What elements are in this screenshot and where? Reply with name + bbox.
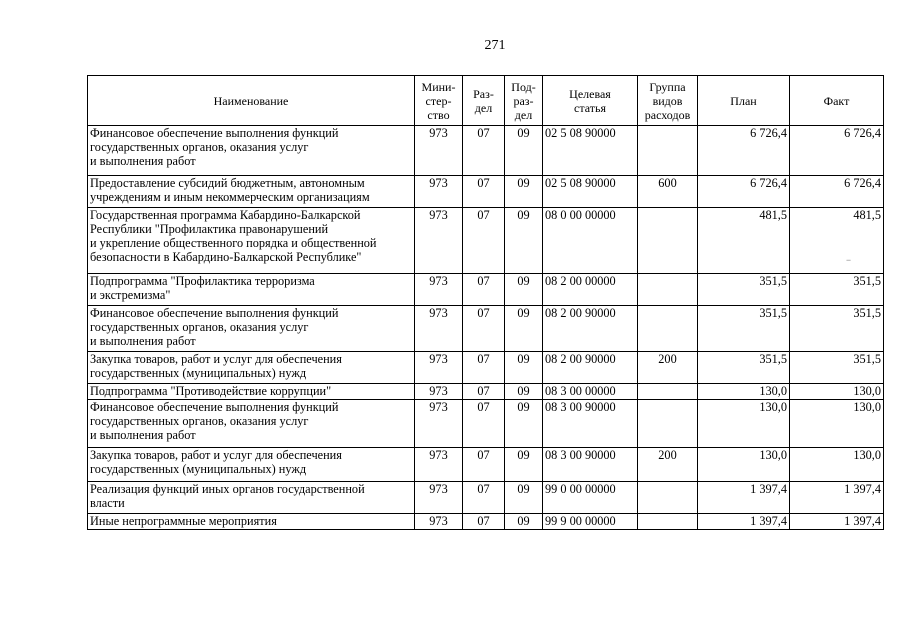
row-subsection: 09: [505, 448, 543, 482]
row-section: 07: [463, 352, 505, 384]
row-subsection: 09: [505, 482, 543, 514]
stray-mark: −: [846, 255, 852, 265]
row-group: [638, 274, 698, 306]
row-fact: 351,5: [790, 352, 884, 384]
row-subsection: 09: [505, 176, 543, 208]
row-section: 07: [463, 384, 505, 400]
row-ministry: 973: [415, 274, 463, 306]
row-subsection: 09: [505, 400, 543, 448]
header-target: Целевая статья: [543, 76, 638, 126]
row-ministry: 973: [415, 208, 463, 274]
row-plan: 351,5: [698, 274, 790, 306]
table-row: [88, 400, 884, 448]
row-group: 600: [638, 176, 698, 208]
row-target: 08 0 00 00000: [543, 208, 638, 274]
table-row: [88, 176, 884, 208]
row-subsection: 09: [505, 306, 543, 352]
table-row: [88, 384, 884, 400]
row-ministry: 973: [415, 514, 463, 530]
row-subsection: 09: [505, 384, 543, 400]
row-ministry: 973: [415, 448, 463, 482]
row-name: Закупка товаров, работ и услуг для обеспечения государственных (муниципальных) нужд: [88, 448, 415, 482]
row-ministry: 973: [415, 352, 463, 384]
row-subsection: 09: [505, 208, 543, 274]
row-name: Финансовое обеспечение выполнения функций государственных органов, оказания услуг и выполнения работ: [88, 400, 415, 448]
row-plan: 351,5: [698, 306, 790, 352]
row-group: [638, 384, 698, 400]
row-name: Государственная программа Кабардино-Балкарской Республики "Профилактика правонарушений и укрепление общественного порядка и общественной безопасности в Кабардино-Балкарской Республике": [88, 208, 415, 274]
row-section: 07: [463, 482, 505, 514]
row-fact: 351,5: [790, 306, 884, 352]
row-name: Подпрограмма "Профилактика терроризма и экстремизма": [88, 274, 415, 306]
table-row: [88, 274, 884, 306]
row-name: Финансовое обеспечение выполнения функций государственных органов, оказания услуг и выполнения работ: [88, 126, 415, 176]
row-plan: 130,0: [698, 384, 790, 400]
row-ministry: 973: [415, 482, 463, 514]
row-section: 07: [463, 514, 505, 530]
row-target: 08 3 00 90000: [543, 448, 638, 482]
budget-table: [87, 75, 884, 530]
row-fact: 351,5: [790, 274, 884, 306]
row-target: 08 2 00 90000: [543, 352, 638, 384]
row-fact: 130,0: [790, 448, 884, 482]
row-subsection: 09: [505, 514, 543, 530]
row-group: [638, 306, 698, 352]
table-row: [88, 306, 884, 352]
row-target: 99 0 00 00000: [543, 482, 638, 514]
header-plan: План: [698, 76, 790, 126]
row-plan: 1 397,4: [698, 482, 790, 514]
row-target: 08 2 00 00000: [543, 274, 638, 306]
row-target: 08 2 00 90000: [543, 306, 638, 352]
row-fact: 130,0: [790, 384, 884, 400]
row-plan: 6 726,4: [698, 126, 790, 176]
row-target: 08 3 00 90000: [543, 400, 638, 448]
row-fact: 1 397,4: [790, 482, 884, 514]
row-name: Реализация функций иных органов государственной власти: [88, 482, 415, 514]
row-fact: 1 397,4: [790, 514, 884, 530]
row-plan: 481,5: [698, 208, 790, 274]
row-name: Иные непрограммные мероприятия: [88, 514, 415, 530]
table-row: [88, 352, 884, 384]
header-subsection: Под- раз- дел: [505, 76, 543, 126]
row-fact: 6 726,4: [790, 176, 884, 208]
row-group: 200: [638, 352, 698, 384]
row-subsection: 09: [505, 274, 543, 306]
row-section: 07: [463, 208, 505, 274]
table-row: [88, 448, 884, 482]
row-section: 07: [463, 176, 505, 208]
row-target: 02 5 08 90000: [543, 126, 638, 176]
row-group: [638, 208, 698, 274]
row-group: [638, 514, 698, 530]
row-name: Закупка товаров, работ и услуг для обеспечения государственных (муниципальных) нужд: [88, 352, 415, 384]
row-group: [638, 126, 698, 176]
row-target: 99 9 00 00000: [543, 514, 638, 530]
header-section: Раз- дел: [463, 76, 505, 126]
table-row: [88, 482, 884, 514]
row-section: 07: [463, 448, 505, 482]
row-group: 200: [638, 448, 698, 482]
header-group: Группа видов расходов: [638, 76, 698, 126]
row-ministry: 973: [415, 306, 463, 352]
row-group: [638, 482, 698, 514]
page-number: 271: [484, 38, 506, 53]
row-section: 07: [463, 400, 505, 448]
row-target: 02 5 08 90000: [543, 176, 638, 208]
row-section: 07: [463, 274, 505, 306]
row-fact: 6 726,4: [790, 126, 884, 176]
row-ministry: 973: [415, 176, 463, 208]
row-plan: 130,0: [698, 400, 790, 448]
row-plan: 130,0: [698, 448, 790, 482]
row-name: Предоставление субсидий бюджетным, автономным учреждениям и иным некоммерческим организациям: [88, 176, 415, 208]
table-row: [88, 126, 884, 176]
row-subsection: 09: [505, 126, 543, 176]
row-section: 07: [463, 306, 505, 352]
row-name: Финансовое обеспечение выполнения функций государственных органов, оказания услуг и выполнения работ: [88, 306, 415, 352]
row-plan: 6 726,4: [698, 176, 790, 208]
row-group: [638, 400, 698, 448]
row-section: 07: [463, 126, 505, 176]
row-fact: 130,0: [790, 400, 884, 448]
row-name: Подпрограмма "Противодействие коррупции": [88, 384, 415, 400]
row-fact: 481,5: [790, 208, 884, 274]
row-target: 08 3 00 00000: [543, 384, 638, 400]
row-plan: 1 397,4: [698, 514, 790, 530]
row-plan: 351,5: [698, 352, 790, 384]
table-header-row: [88, 76, 884, 126]
row-ministry: 973: [415, 384, 463, 400]
header-fact: Факт: [790, 76, 884, 126]
row-ministry: 973: [415, 126, 463, 176]
table-row: [88, 208, 884, 274]
header-ministry: Мини- стер- ство: [415, 76, 463, 126]
row-subsection: 09: [505, 352, 543, 384]
row-ministry: 973: [415, 400, 463, 448]
header-name: Наименование: [88, 76, 415, 126]
table-row: [88, 514, 884, 530]
